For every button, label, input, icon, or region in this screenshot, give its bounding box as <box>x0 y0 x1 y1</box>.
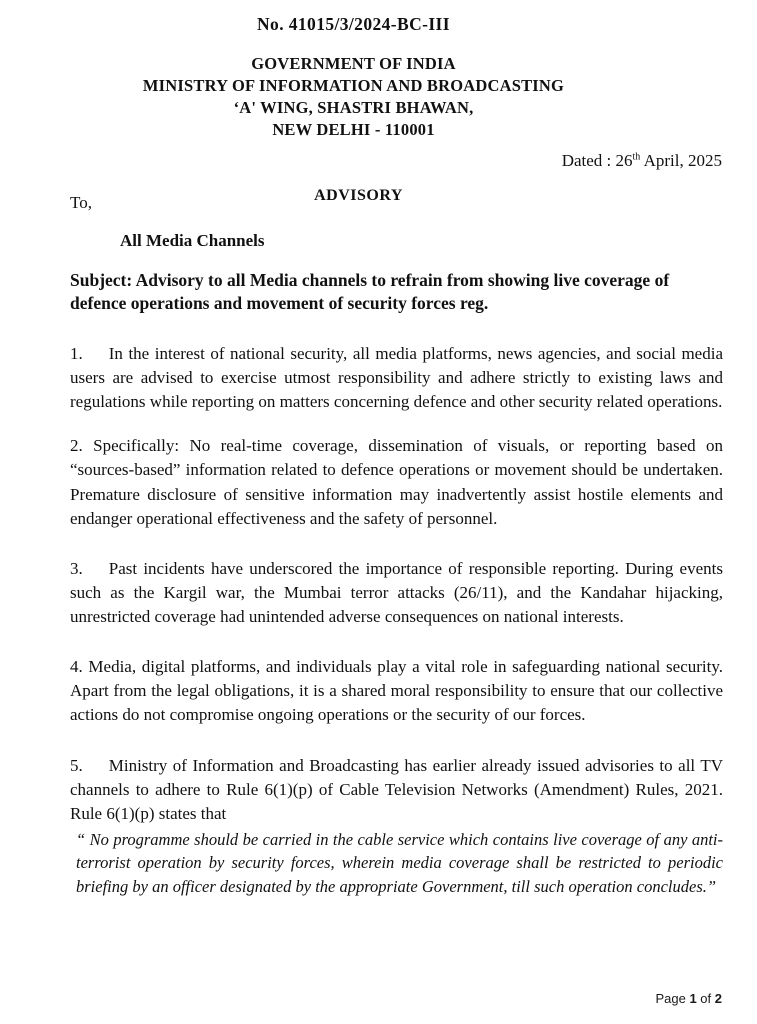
organization-header <box>0 35 757 141</box>
paragraph-5-number: 5. <box>70 755 83 775</box>
addressee: All Media Channels <box>120 231 265 250</box>
paragraph-2-number: 2. <box>70 436 83 456</box>
org-line-ministry: MINISTRY OF INFORMATION AND BROADCASTING <box>142 75 565 95</box>
paragraph-3 <box>70 531 723 629</box>
footer-middle: of <box>696 991 715 1006</box>
dated-ordinal-suffix: th <box>632 151 641 163</box>
paragraph-3-text: Past incidents have underscored the importance of responsible reporting. During events such as the Kargil war, the Mumbai terror attacks (26/11), and the Kandahar hijacking, unrestricted coverage had unintended adverse consequences on national interests. <box>70 558 723 626</box>
org-line-city: NEW DELHI - 110001 <box>272 119 435 139</box>
footer-prefix: Page <box>655 991 690 1006</box>
file-number: No. 41015/3/2024-BC-III <box>257 14 450 34</box>
dated-line <box>0 141 757 171</box>
dated-label: Dated : 26 <box>561 150 633 170</box>
dated-rest: April, 2025 <box>640 150 722 170</box>
footer-current-page: 1 <box>689 991 697 1006</box>
org-line-wing: ‘A' WING, SHASTRI BHAWAN, <box>233 97 474 117</box>
paragraph-4-number: 4. <box>70 657 83 677</box>
page-title: ADVISORY <box>314 186 403 204</box>
paragraph-1 <box>70 316 723 414</box>
paragraph-4 <box>70 629 723 727</box>
paragraph-2-text: Specifically: No real-time coverage, dissemination of visuals, or reporting based on “sources-based” information related to defence operations or movement should be undertaken. Premature disclosure of sensitive information may inadvertently assist hostile elements and endanger operational effectiveness and the safety of personnel. <box>70 436 724 528</box>
paragraph-4-text: Media, digital platforms, and individuals play a vital role in safeguarding national security. Apart from the legal obligations, it is a shared moral responsibility to ensure that our collective actions do not compromise ongoing operations or the security of our forces. <box>70 657 723 725</box>
footer-total-pages: 2 <box>714 991 722 1006</box>
paragraph-1-number: 1. <box>70 343 83 363</box>
paragraph-2 <box>70 414 723 531</box>
org-line-government: GOVERNMENT OF INDIA <box>251 54 456 73</box>
paragraph-5 <box>70 728 723 826</box>
to-label: To, <box>70 193 92 212</box>
page-footer <box>655 991 722 1006</box>
paragraph-3-number: 3. <box>70 558 83 578</box>
paragraph-1-text: In the interest of national security, all media platforms, news agencies, and social media users are advised to exercise utmost responsibility and adhere strictly to existing laws and regulations while reporting on matters concerning defence and other security related operations. <box>70 343 723 412</box>
document-body <box>70 193 723 898</box>
paragraph-5-text: Ministry of Information and Broadcasting has earlier already issued advisories to all TV channels to adhere to Rule 6(1)(p) of Cable Television Networks (Amendment) Rules, 2021. Rule 6(1)(p) states that <box>70 755 723 823</box>
quoted-rule-text: “ No programme should be carried in the cable service which contains live coverage of any anti-terrorist operation by security forces, wherein media coverage shall be restricted to periodic briefing by an officer designated by the appropriate Government, till such operation concludes.” <box>76 829 723 896</box>
subject-line: Subject: Advisory to all Media channels to refrain from showing live coverage of defence operations and movement of security forces reg. <box>70 270 670 314</box>
